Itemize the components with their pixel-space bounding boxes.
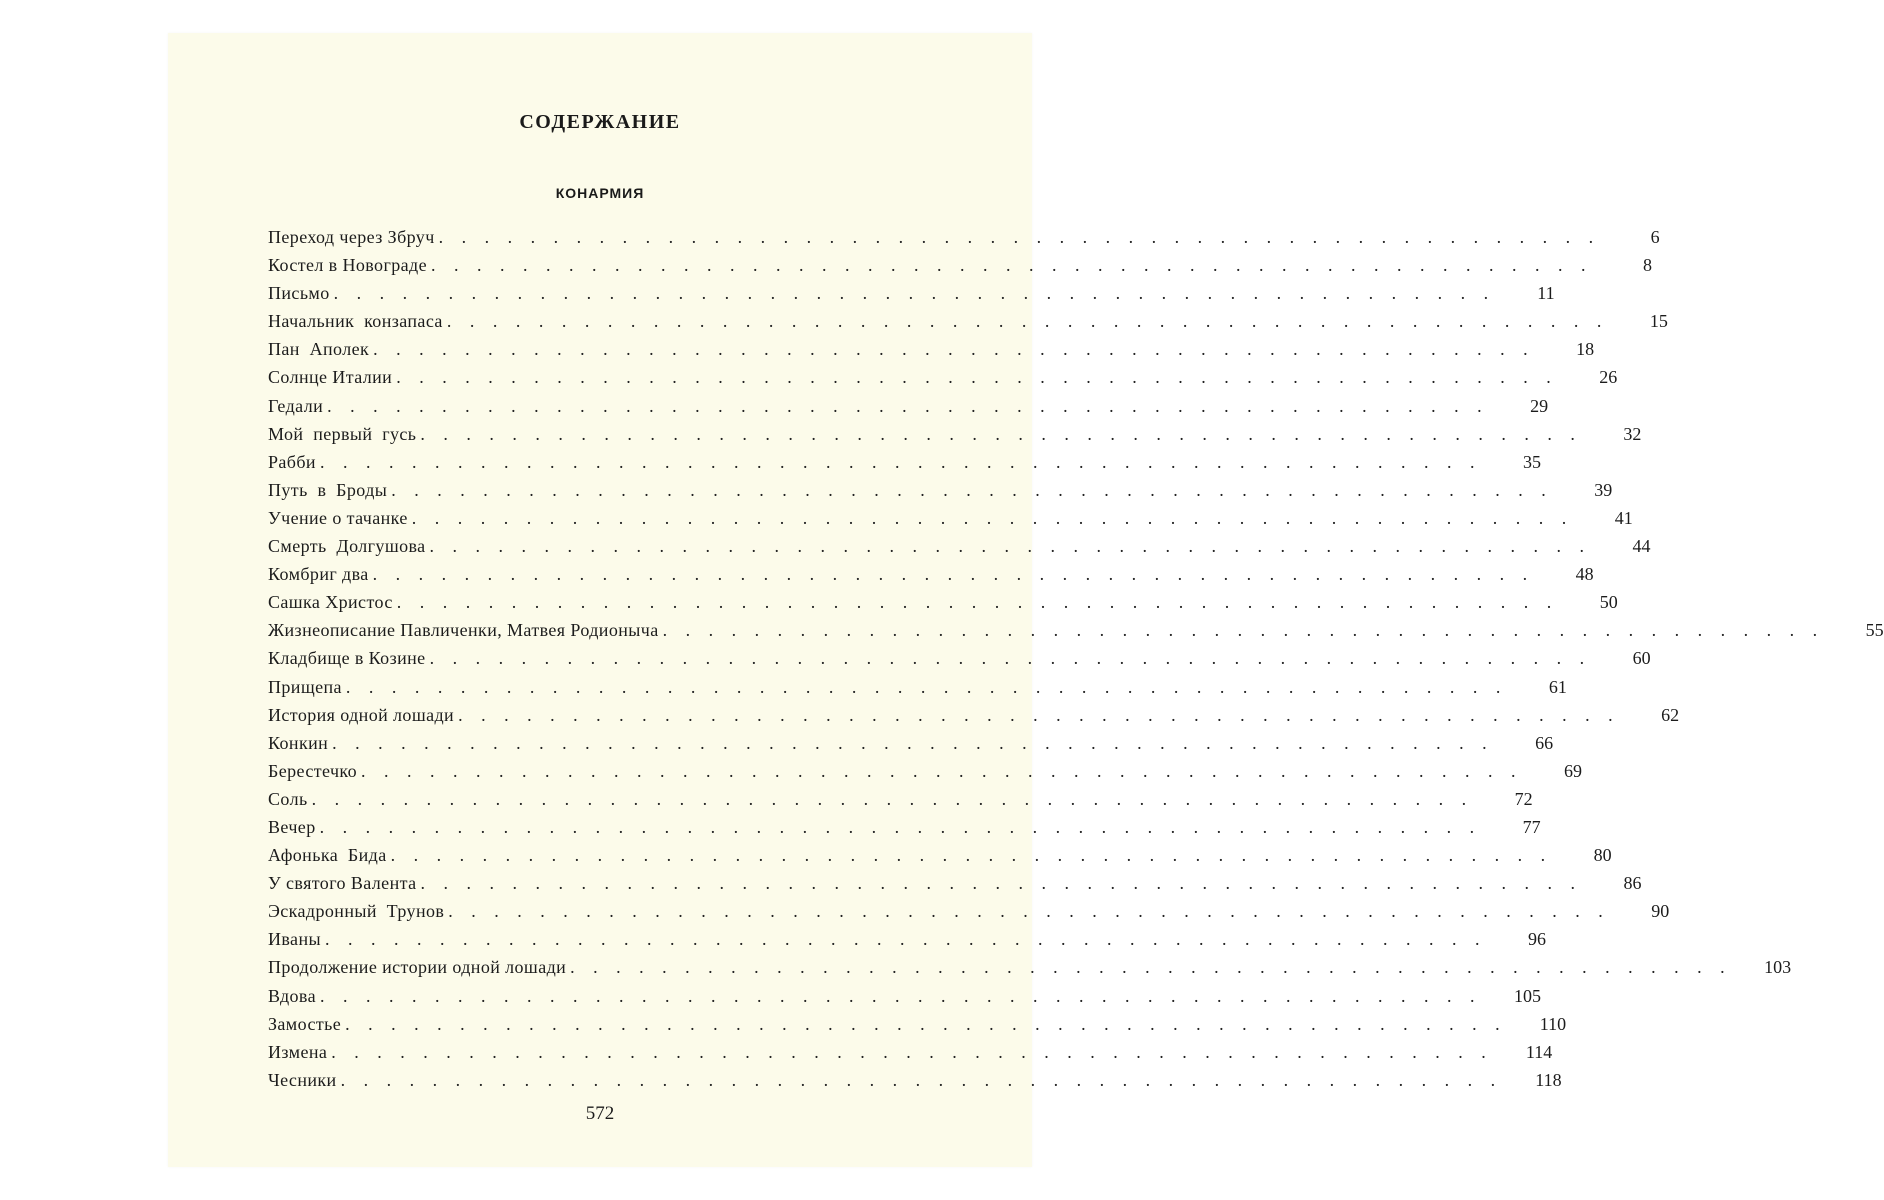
toc-entry <box>268 283 1555 311</box>
toc-entry <box>268 676 1567 705</box>
toc-entry <box>268 845 1612 873</box>
toc-entry-page: 80 <box>1593 845 1612 866</box>
toc-entry <box>268 957 1792 985</box>
toc-entry <box>268 873 1642 901</box>
section-heading: КОНАРМИЯ <box>555 185 645 201</box>
toc-entry <box>268 901 1670 929</box>
toc-entry-page: 60 <box>1632 648 1651 669</box>
leader-dots: ................................................... <box>345 1013 1519 1034</box>
leader-dots: ................................................... <box>331 1041 1505 1062</box>
toc-entry <box>268 1069 1562 1098</box>
toc-entry-page: 61 <box>1548 676 1567 697</box>
toc-entry-page: 50 <box>1599 592 1618 613</box>
toc-entry-page: 8 <box>1642 255 1652 276</box>
toc-entry <box>268 451 1541 480</box>
leader-dots: ................................................... <box>396 367 1570 388</box>
toc-entry <box>268 255 1652 283</box>
leader-dots: ................................................... <box>372 564 1546 585</box>
leader-dots: ................................................... <box>438 227 1612 247</box>
toc-entry-title: Прищепа <box>268 676 342 697</box>
toc-entry-page: 18 <box>1576 339 1595 360</box>
toc-entry-page: 86 <box>1623 873 1642 894</box>
toc-entry-title: Кладбище в Козине <box>268 648 426 669</box>
leader-dots: ................................................... <box>570 957 1744 978</box>
toc-entry-title: Продолжение истории одной лошади <box>268 957 567 978</box>
toc-entry <box>268 620 1884 648</box>
toc-entry-title: Сашка Христос <box>268 592 393 613</box>
toc-entry-title: Начальник конзапаса <box>268 311 443 332</box>
toc-entry <box>268 479 1613 508</box>
leader-dots: ................................................... <box>391 479 1565 500</box>
toc-entry <box>268 423 1642 452</box>
toc-entry-title: Эскадронный Трунов <box>268 901 445 922</box>
toc-entry-title: Пан Аполек <box>268 339 370 360</box>
leader-dots: ................................................... <box>458 704 1632 725</box>
toc-entry <box>268 816 1541 845</box>
toc-entry-page: 103 <box>1764 957 1792 978</box>
toc-entry <box>268 985 1541 1014</box>
leader-dots: ................................................... <box>420 423 1594 444</box>
toc-entry <box>268 1013 1567 1042</box>
toc-entry <box>268 1041 1553 1070</box>
toc-entry-page: 32 <box>1623 423 1642 444</box>
toc-entry-title: Рабби <box>268 451 316 472</box>
toc-entry <box>268 507 1633 536</box>
leader-dots: ................................................... <box>319 985 1493 1006</box>
toc-entry-page: 72 <box>1514 788 1533 809</box>
toc-entry-title: Чесники <box>268 1069 337 1090</box>
toc-entry-title: Измена <box>268 1041 328 1062</box>
toc-entry <box>268 339 1595 367</box>
book-page <box>168 33 1884 1167</box>
toc-entry-page: 29 <box>1530 395 1549 416</box>
toc-entry <box>268 227 1660 255</box>
toc-entry-page: 15 <box>1649 311 1668 332</box>
leader-dots: ................................................... <box>446 311 1620 332</box>
leader-dots: ................................................... <box>429 536 1603 557</box>
leader-dots: ................................................... <box>448 901 1622 922</box>
toc-entry-title: Комбриг два <box>268 564 369 585</box>
leader-dots: ................................................... <box>333 283 1507 304</box>
toc-entry-page: 77 <box>1522 816 1541 837</box>
leader-dots: ................................................... <box>420 873 1594 894</box>
table-of-contents <box>268 227 1884 1098</box>
leader-dots: ................................................... <box>324 929 1498 950</box>
toc-entry-title: Гедали <box>268 395 324 416</box>
leader-dots: ................................................... <box>345 676 1519 697</box>
toc-entry-page: 105 <box>1513 985 1541 1006</box>
toc-entry-title: Костел в Новограде <box>268 255 427 276</box>
toc-entry-title: Учение о тачанке <box>268 507 408 528</box>
toc-entry-page: 41 <box>1614 507 1633 528</box>
toc-entry-page: 55 <box>1865 620 1884 641</box>
leader-dots: ................................................... <box>662 620 1836 641</box>
toc-entry-title: Вдова <box>268 985 316 1006</box>
toc-entry-page: 44 <box>1632 536 1651 557</box>
leader-dots: ................................................... <box>373 339 1547 360</box>
toc-entry-title: Замостье <box>268 1013 342 1034</box>
leader-dots: ................................................... <box>332 732 1506 753</box>
contents-heading: СОДЕРЖАНИЕ <box>519 111 681 133</box>
toc-entry-page: 114 <box>1525 1041 1553 1062</box>
toc-entry-page: 62 <box>1661 704 1680 725</box>
leader-dots: ................................................... <box>319 451 1493 472</box>
toc-entry-title: История одной лошади <box>268 704 455 725</box>
leader-dots: ................................................... <box>361 760 1535 781</box>
toc-entry-page: 26 <box>1599 367 1618 388</box>
leader-dots: ................................................... <box>430 255 1604 276</box>
toc-entry <box>268 395 1549 424</box>
toc-entry-title: Афонька Бида <box>268 845 387 866</box>
toc-entry-title: Берестечко <box>268 760 358 781</box>
toc-entry <box>268 788 1533 817</box>
toc-entry-title: У святого Валента <box>268 873 417 894</box>
toc-entry-title: Письмо <box>268 283 330 304</box>
toc-entry-title: Переход через Збруч <box>268 227 435 247</box>
leader-dots: ................................................... <box>311 788 1485 809</box>
leader-dots: ................................................... <box>429 648 1603 669</box>
toc-entry <box>268 311 1668 339</box>
leader-dots: ................................................... <box>390 845 1564 866</box>
toc-entry-title: Конкин <box>268 732 329 753</box>
toc-entry <box>268 367 1618 395</box>
toc-entry <box>268 760 1583 789</box>
toc-entry-page: 11 <box>1537 283 1555 304</box>
toc-entry-page: 66 <box>1535 732 1554 753</box>
toc-entry-page: 90 <box>1651 901 1670 922</box>
toc-entry-title: Жизнеописание Павличенки, Матвея Родионыча <box>268 620 659 641</box>
toc-entry-page: 118 <box>1535 1069 1562 1090</box>
toc-entry <box>268 929 1546 957</box>
toc-entry <box>268 564 1594 592</box>
toc-entry <box>268 536 1651 564</box>
leader-dots: ................................................... <box>340 1069 1514 1090</box>
toc-entry-page: 48 <box>1575 564 1594 585</box>
toc-entry <box>268 704 1680 733</box>
leader-dots: ................................................... <box>319 816 1493 837</box>
toc-entry <box>268 592 1618 620</box>
toc-entry-title: Иваны <box>268 929 321 950</box>
toc-entry-title: Путь в Броды <box>268 479 388 500</box>
toc-entry-page: 6 <box>1650 227 1660 247</box>
leader-dots: ................................................... <box>396 592 1570 613</box>
toc-entry-page: 35 <box>1522 451 1541 472</box>
toc-entry-page: 110 <box>1539 1013 1567 1034</box>
toc-entry <box>268 648 1651 676</box>
leader-dots: ................................................... <box>411 507 1585 528</box>
toc-entry-page: 39 <box>1594 479 1613 500</box>
page-number: 572 <box>585 1103 615 1124</box>
toc-entry-title: Солнце Италии <box>268 367 393 388</box>
toc-entry-title: Смерть Долгушова <box>268 536 426 557</box>
toc-entry <box>268 732 1554 761</box>
toc-entry-title: Вечер <box>268 816 316 837</box>
toc-entry-page: 69 <box>1564 760 1583 781</box>
toc-entry-page: 96 <box>1527 929 1546 950</box>
leader-dots: ................................................... <box>327 395 1501 416</box>
toc-entry-title: Мой первый гусь <box>268 423 417 444</box>
toc-entry-title: Соль <box>268 788 308 809</box>
